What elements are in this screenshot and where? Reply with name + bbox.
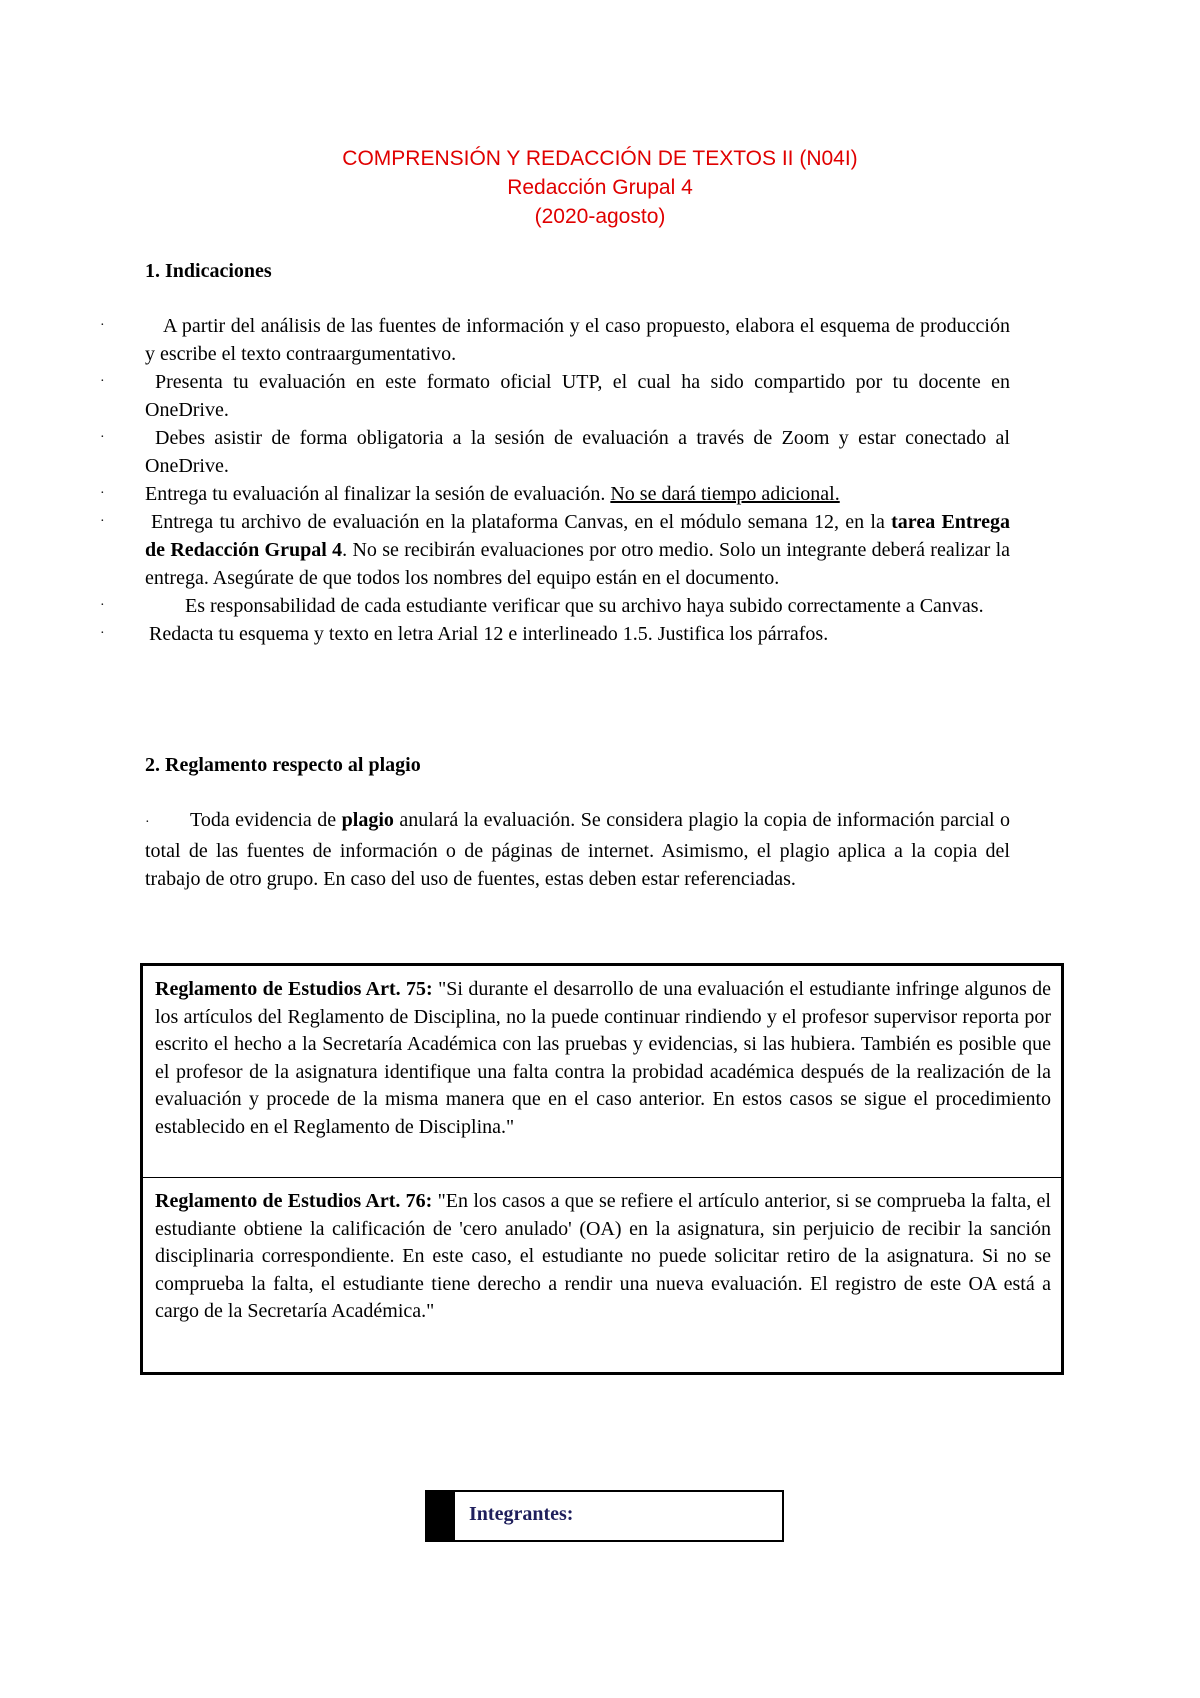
article-76-box [140,1177,1064,1375]
list-item-text: Redacta tu esquema y texto en letra Arial 12 e interlineado 1.5. Justifica los párrafos. [149,623,829,645]
bullet-icon: · [100,430,105,445]
list-item-text: A partir del análisis de las fuentes de información y el caso propuesto, elabora el esquema de producción y escribe el texto contraargumentativo. [145,315,1010,365]
integrantes-box [425,1490,784,1542]
bullet-icon: · [100,374,105,389]
indicaciones-list [100,312,1010,648]
assignment-subtitle: Redacción Grupal 4 [507,176,693,199]
list-item [100,620,1010,648]
integrantes-side-bar [427,1492,455,1540]
article-text: "En los casos a que se refiere el artículo anterior, si se comprueba la falta, el estudiante obtiene la calificación de 'cero anulado' (OA) en la asignatura, sin perjuicio de recibir la sanción disciplinaria correspondiente. En este caso, el estudiante no puede solicitar retiro de la asignatura. Si no se comprueba la falta, el estudiante tiene derecho a rendir una nueva evaluación. El registro de este OA está a cargo de la Secretaría Académica." [155,1190,1051,1322]
underlined-notice: No se dará tiempo adicional. [610,483,840,505]
task-name: tarea Entrega de Redacción Grupal 4 [145,511,1010,561]
list-item [100,508,1010,592]
list-item-text: Entrega tu archivo de evaluación en la plataforma Canvas, en el módulo semana 12, en la [151,511,892,533]
list-item-text-after: . No se recibirán evaluaciones por otro medio. Solo un integrante deberá realizar la entrega. Asegúrate de que todos los nombres del equipo están en el documento. [145,539,1010,589]
list-item [100,480,1010,508]
article-text: "Si durante el desarrollo de una evaluación el estudiante infringe algunos de los artículos del Reglamento de Disciplina, no la puede continuar rindiendo y el profesor supervisor reporta por escrito el hecho a la Secretaría Académica con las pruebas y evidencias, si las hubiera. También es posible que el profesor de la asignatura identifique una falta contra la probidad académica después de la realización de la evaluación y procede de la misma manera que en el caso anterior. En estos casos se sigue el procedimiento establecido en el Reglamento de Disciplina." [155,978,1051,1138]
plagio-keyword: plagio [341,809,394,831]
integrantes-label: Integrantes: [469,1503,574,1525]
list-item [100,592,1010,620]
bullet-icon: · [100,486,105,501]
list-item-text: Presenta tu evaluación en este formato oficial UTP, el cual ha sido compartido por tu docente en OneDrive. [145,371,1010,421]
bullet-icon: · [100,514,105,529]
plagio-paragraph [145,806,1010,893]
bullet-icon: · [100,318,105,333]
list-item [100,424,1010,480]
period-label: (2020-agosto) [534,205,666,228]
list-item-text: Es responsabilidad de cada estudiante verificar que su archivo haya subido correctamente a Canvas. [185,595,984,617]
list-item [100,312,1010,368]
document-header [0,144,1200,231]
plagio-text: Toda evidencia de [190,809,342,831]
bullet-icon: · [100,598,105,613]
section-heading-indicaciones: 1. Indicaciones [145,260,272,282]
list-item-text: Entrega tu evaluación al finalizar la sesión de evaluación. [145,483,611,505]
article-label: Reglamento de Estudios Art. 75: [155,978,433,1000]
list-item [100,368,1010,424]
article-label: Reglamento de Estudios Art. 76: [155,1190,433,1212]
list-item-text: Debes asistir de forma obligatoria a la sesión de evaluación a través de Zoom y estar conectado al OneDrive. [145,427,1010,477]
course-title: COMPRENSIÓN Y REDACCIÓN DE TEXTOS II (N04I) [342,147,858,170]
plagio-text-after: anulará la evaluación. Se considera plagio la copia de información parcial o total de las fuentes de información o de páginas de internet. Asimismo, el plagio aplica a la copia del trabajo de otro grupo. En caso del uso de fuentes, estas deben estar referenciadas. [145,809,1010,890]
section-heading-plagio: 2. Reglamento respecto al plagio [145,754,421,776]
bullet-icon: · [145,815,150,830]
article-75-box [140,963,1064,1178]
bullet-icon: · [100,626,105,641]
